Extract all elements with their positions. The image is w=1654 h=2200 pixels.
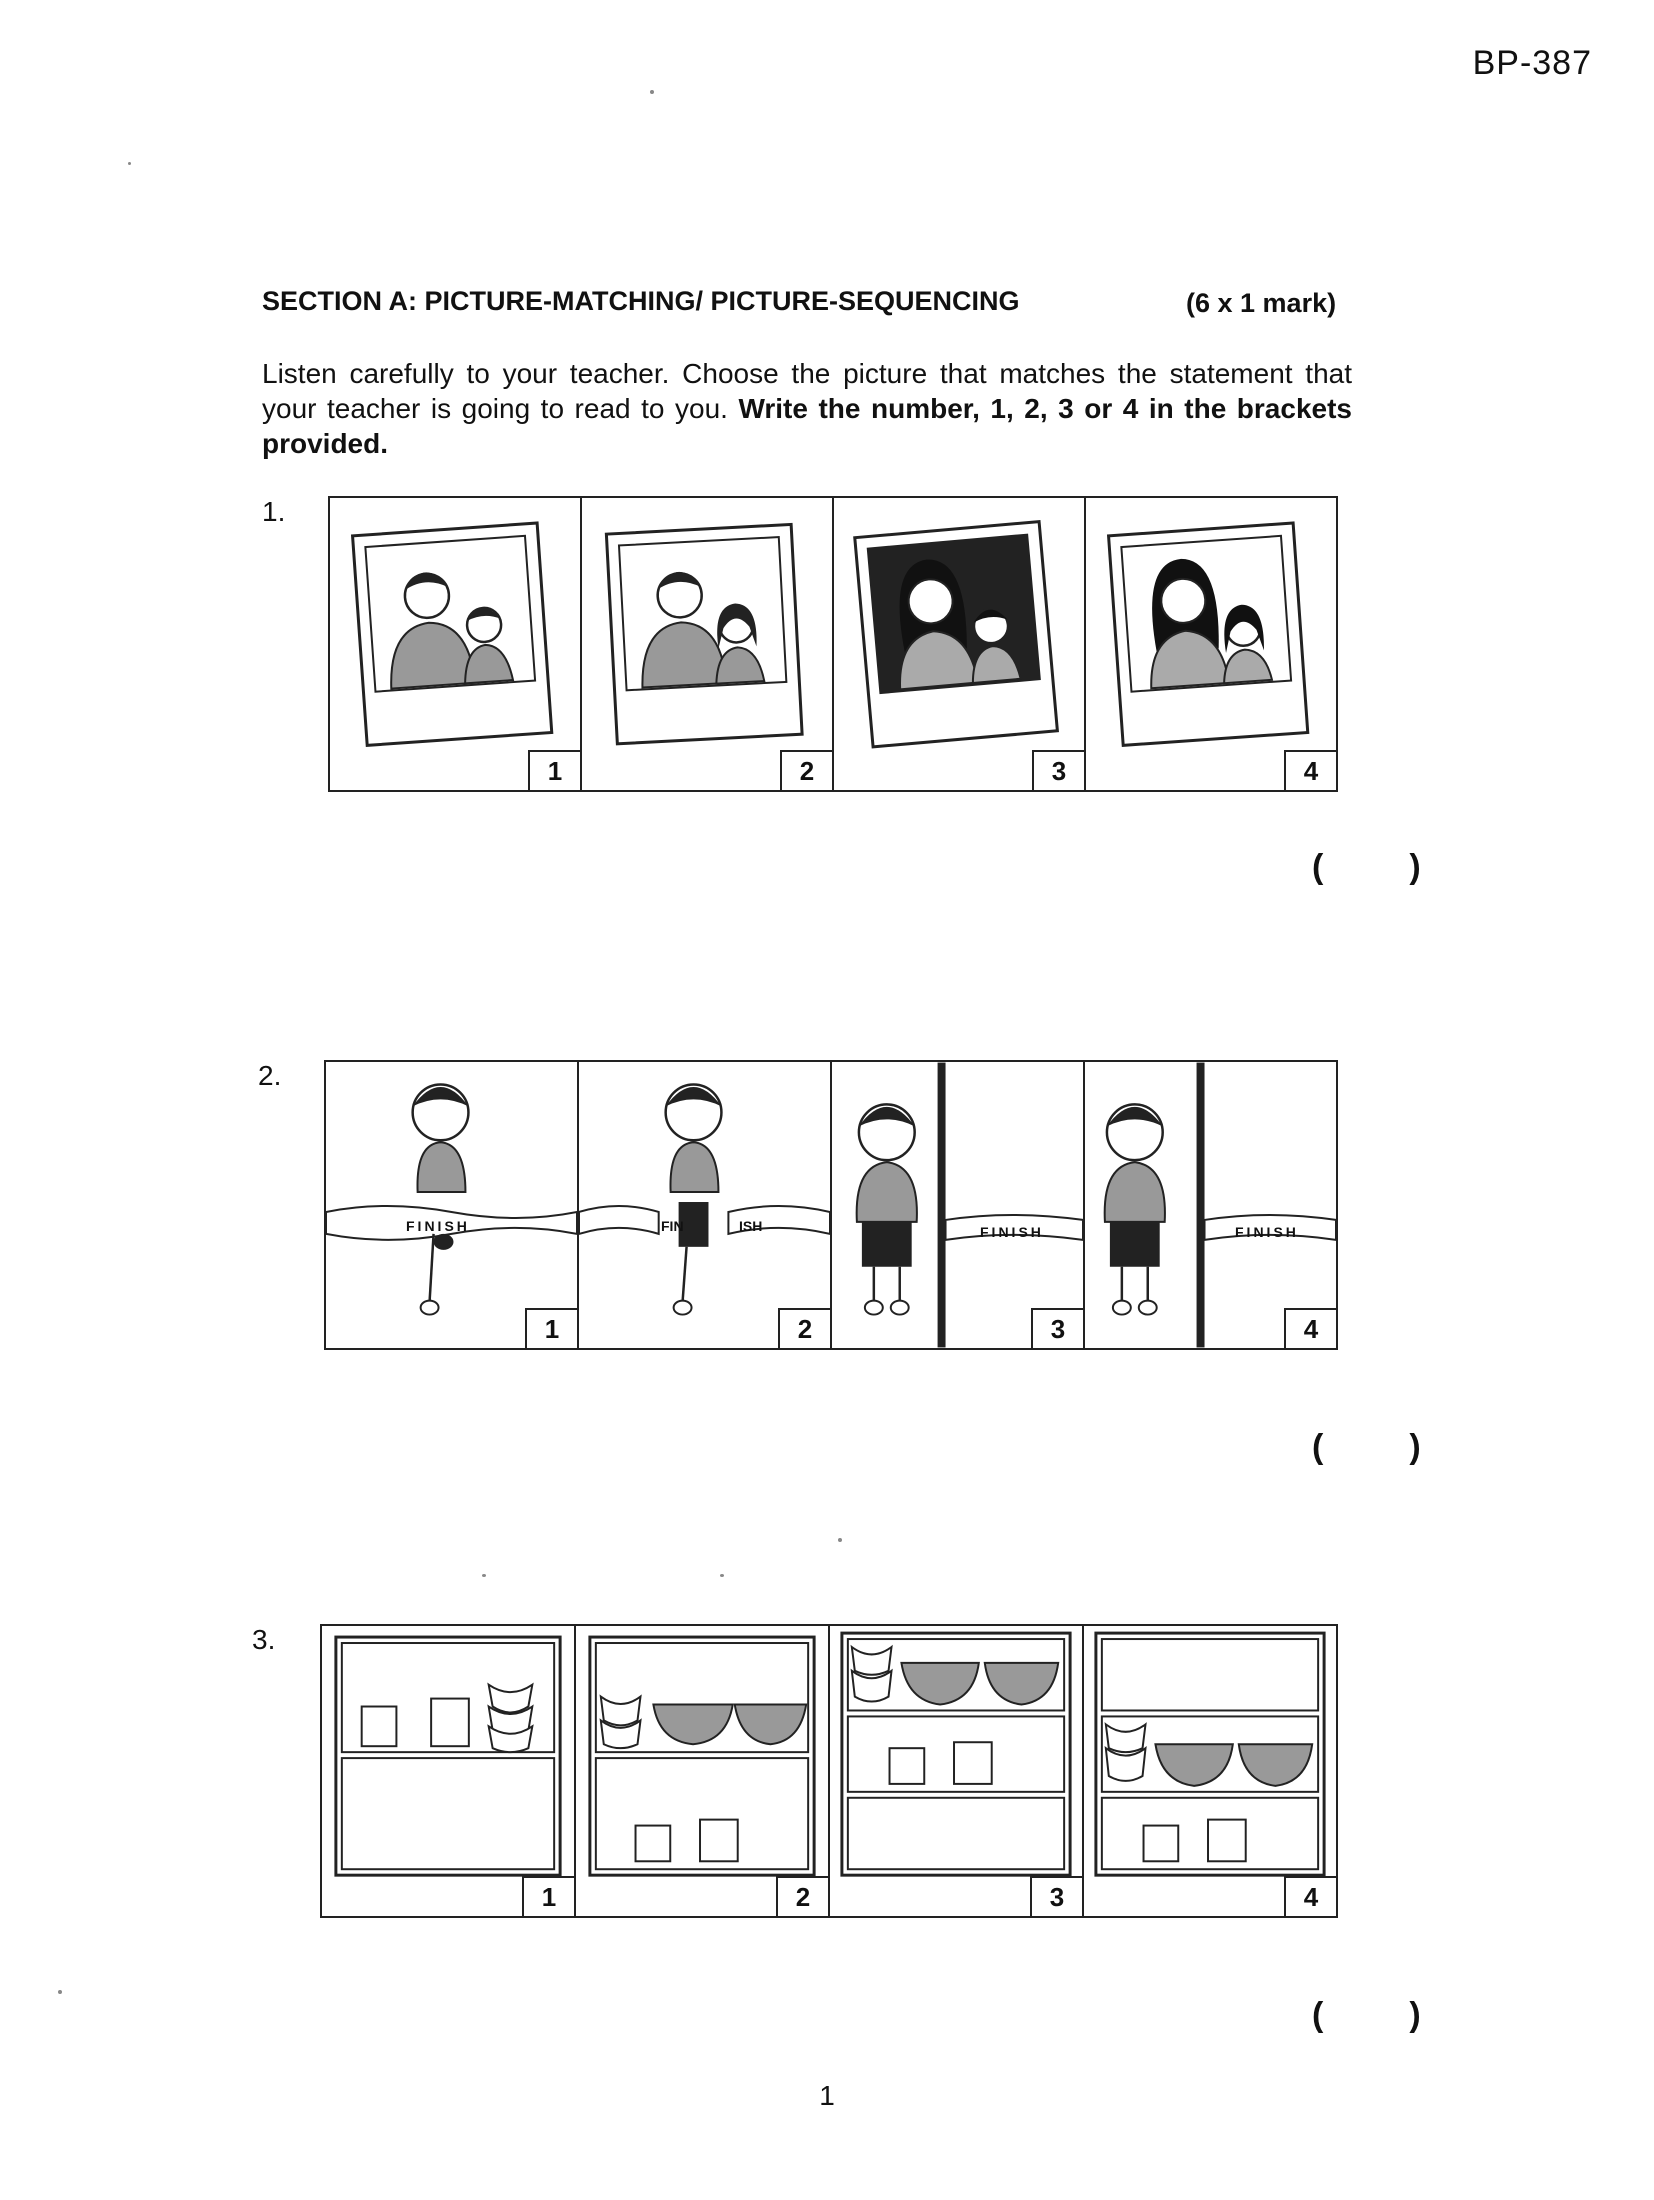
- instructions-bold: Write the number, 1, 2, 3 or 4 in the brackets provided.: [262, 393, 1352, 459]
- document-code: BP-387: [1472, 44, 1592, 82]
- scan-speck: [128, 162, 131, 165]
- q2-banner-label-2b: ISH: [739, 1218, 763, 1234]
- q1-bracket-open: (: [1312, 848, 1324, 886]
- cupboard-three-shelves-icon: [830, 1626, 1082, 1916]
- q3-answer-bracket[interactable]: [1312, 1996, 1421, 2035]
- q2-option-4-label: 4: [1284, 1308, 1336, 1348]
- q1-option-2-label: 2: [780, 750, 832, 790]
- boy-running-broken-ribbon-icon: [579, 1062, 830, 1348]
- man-boy-photo-icon: [330, 498, 580, 790]
- q2-banner-label-4: FINISH: [1235, 1224, 1299, 1240]
- question-2-pictures: [324, 1060, 1338, 1350]
- q3-option-2[interactable]: [576, 1626, 830, 1916]
- q1-answer-bracket[interactable]: [1312, 848, 1421, 887]
- question-2-number: 2.: [258, 1060, 282, 1091]
- question-3-pictures: [320, 1624, 1338, 1918]
- q2-option-2-label: 2: [778, 1308, 830, 1348]
- scan-speck: [482, 1574, 486, 1577]
- q1-option-1[interactable]: [330, 498, 582, 790]
- section-title: SECTION A: PICTURE-MATCHING/ PICTURE-SEQUENCING: [262, 286, 1020, 316]
- boy-standing-past-finish-icon: [1085, 1062, 1336, 1348]
- q2-option-1[interactable]: [326, 1062, 579, 1348]
- q3-option-3-label: 3: [1030, 1876, 1082, 1916]
- section-marks: (6 x 1 mark): [1186, 288, 1337, 318]
- woman-girl-photo-icon: [1086, 498, 1336, 790]
- q2-banner-label-2a: FIN: [661, 1218, 684, 1234]
- q1-option-2[interactable]: [582, 498, 834, 790]
- scan-speck: [58, 1990, 62, 1994]
- question-1-number: 1.: [262, 496, 286, 527]
- q2-option-4[interactable]: [1085, 1062, 1336, 1348]
- q1-option-4-label: 4: [1284, 750, 1336, 790]
- q3-option-2-label: 2: [776, 1876, 828, 1916]
- q2-banner-label-3: FINISH: [980, 1224, 1044, 1240]
- boy-standing-before-finish-icon: [832, 1062, 1083, 1348]
- question-3-number: 3.: [252, 1624, 276, 1655]
- scan-speck: [720, 1574, 724, 1577]
- page-number: 1: [819, 2080, 835, 2111]
- q1-option-1-label: 1: [528, 750, 580, 790]
- q3-bracket-open: (: [1312, 1996, 1324, 2034]
- q3-bracket-close: ): [1409, 1996, 1421, 2034]
- q2-bracket-open: (: [1312, 1428, 1324, 1466]
- cupboard-cups-top-icon: [322, 1626, 574, 1916]
- boy-running-finish-icon: [326, 1062, 577, 1348]
- q2-option-1-label: 1: [525, 1308, 577, 1348]
- scan-speck: [838, 1538, 842, 1542]
- q1-option-4[interactable]: [1086, 498, 1336, 790]
- q2-banner-label-1: FINISH: [406, 1218, 470, 1234]
- q3-option-1-label: 1: [522, 1876, 574, 1916]
- q2-option-3-label: 3: [1031, 1308, 1083, 1348]
- question-1-pictures: [328, 496, 1338, 792]
- cupboard-bowls-middle-cups-bottom-icon: [1084, 1626, 1336, 1916]
- q2-bracket-close: ): [1409, 1428, 1421, 1466]
- instructions: [262, 356, 1352, 461]
- q1-bracket-close: ): [1409, 848, 1421, 886]
- cupboard-bowls-top-cups-bottom-icon: [576, 1626, 828, 1916]
- q1-option-3[interactable]: [834, 498, 1086, 790]
- q2-option-2[interactable]: [579, 1062, 832, 1348]
- q1-option-3-label: 3: [1032, 750, 1084, 790]
- q2-option-3[interactable]: [832, 1062, 1085, 1348]
- scan-speck: [650, 90, 654, 94]
- q3-option-4[interactable]: [1084, 1626, 1336, 1916]
- q3-option-4-label: 4: [1284, 1876, 1336, 1916]
- man-girl-photo-icon: [582, 498, 832, 790]
- instructions-plain: Listen carefully to your teacher. Choose the picture that matches the statement that your teacher is going to read to you.: [262, 358, 1352, 424]
- q3-option-1[interactable]: [322, 1626, 576, 1916]
- woman-boy-photo-icon: [834, 498, 1084, 790]
- q3-option-3[interactable]: [830, 1626, 1084, 1916]
- q2-answer-bracket[interactable]: [1312, 1428, 1421, 1467]
